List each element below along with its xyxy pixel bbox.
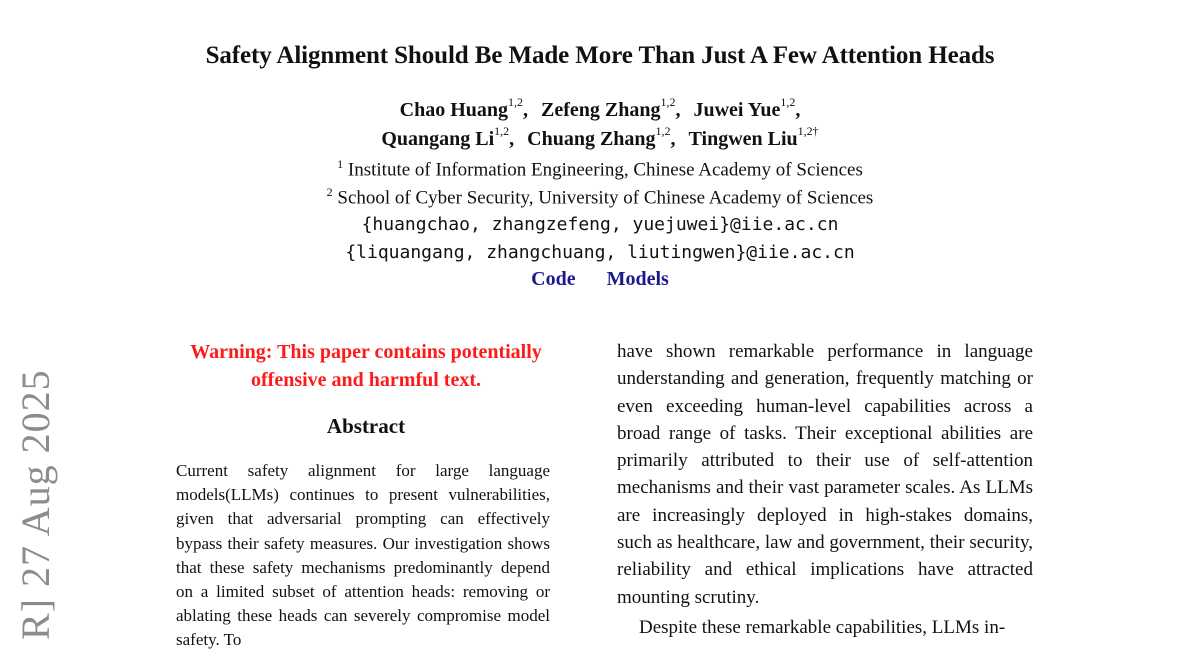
- links-row: [0, 268, 1200, 291]
- email-line-2: {liquangang, zhangchuang, liutingwen}@iie.ac.cn: [345, 242, 855, 263]
- authors-line-2: [0, 126, 1200, 151]
- abstract-heading: Abstract: [326, 414, 406, 438]
- author: Tingwen Liu$^{1,2\dagger}$: [688, 124, 819, 150]
- intro-paragraph-1: have shown remarkable performance in language understanding and generation, frequently matching or even exceeding human-level capabilities across a broad range of tasks. Their exceptional abilities are primarily attributed to their use of self-attention mechanisms and their vast parameter scales. As LLMs are increasingly deployed in high-stakes domains, such as healthcare, law and government, their security, reliability and ethical implications have attracted mounting scrutiny.: [617, 341, 1033, 608]
- email-line-1: {huangchao, zhangzefeng, yuejuwei}@iie.ac.cn: [361, 214, 839, 235]
- author: Chuang Zhang$^{1,2}$,: [527, 124, 676, 150]
- models-link[interactable]: Models: [606, 268, 669, 290]
- author: Juwei Yue$^{1,2}$,: [693, 95, 801, 121]
- author: Zefeng Zhang$^{1,2}$,: [541, 95, 681, 121]
- right-column: [617, 338, 1033, 641]
- content-warning: [170, 338, 562, 394]
- author: Quangang Li$^{1,2}$,: [381, 124, 515, 150]
- arxiv-stamp: R] 27 Aug 2025: [13, 369, 58, 640]
- authors-line-1: [0, 97, 1200, 122]
- code-link[interactable]: Code: [531, 268, 576, 290]
- intro-paragraph-2: Despite these remarkable capabilities, LLMs in-: [639, 616, 1006, 638]
- affiliation-2: $^2$ School of Cyber Security, University of Chinese Academy of Sciences: [326, 185, 874, 209]
- left-column: [170, 338, 562, 653]
- warning-line-1: Warning: This paper contains potentially: [190, 341, 542, 363]
- affiliation-1: $^1$ Institute of Information Engineering, Chinese Academy of Sciences: [337, 157, 863, 181]
- author: Chao Huang$^{1,2}$,: [399, 95, 529, 121]
- abstract-text: Current safety alignment for large language models(LLMs) continues to present vulnerabilities, given that adversarial prompting can effectively bypass their safety measures. Our investigation shows that these safety mechanisms predominantly depend on a limited subset of attention heads: removing or ablating these heads can severely compromise model safety. To: [176, 461, 550, 650]
- paper-title: Safety Alignment Should Be Made More Than Just A Few Attention Heads: [205, 42, 995, 69]
- warning-line-2: offensive and harmful text.: [251, 369, 481, 391]
